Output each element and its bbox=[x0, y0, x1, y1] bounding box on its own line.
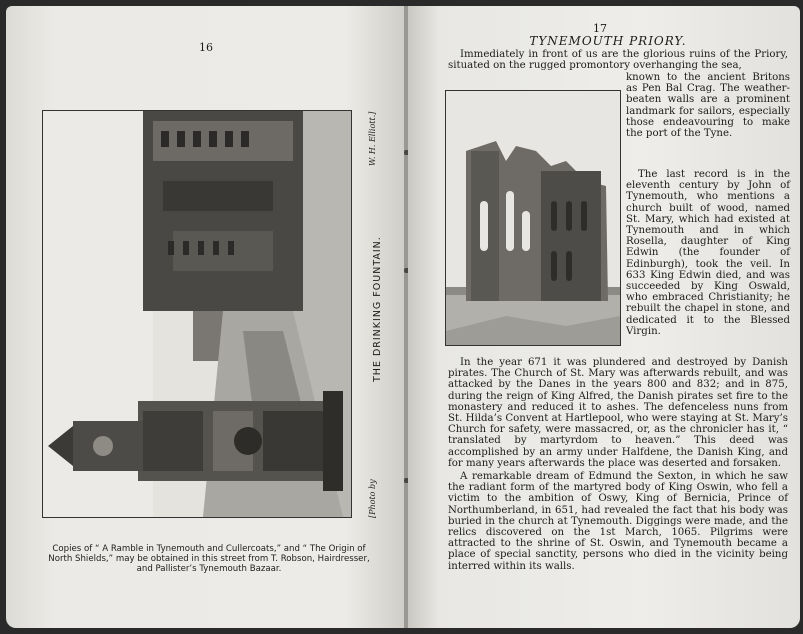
photo-title: THE DRINKING FOUNTAIN. bbox=[372, 236, 383, 382]
lead-paragraph: Immediately in front of us are the glorious ruins of the Priory, situated on the rugged promontory overhanging the sea, bbox=[448, 49, 788, 72]
photo-credit-name: W. H. Elliott.] bbox=[368, 111, 377, 166]
right-page bbox=[408, 6, 800, 628]
left-page bbox=[6, 6, 406, 628]
left-page-number: 16 bbox=[199, 41, 213, 54]
right-page-number: 17 bbox=[593, 22, 607, 35]
side-paragraph-1: known to the ancient Britons as Pen Bal Crag. The weather-beaten walls are a prominent landmark for sailors, especially those endeavouring to make the port of the Tyne. bbox=[626, 72, 790, 140]
priory-photo bbox=[445, 90, 621, 346]
photo-credit-prefix: [Photo by bbox=[368, 479, 377, 518]
body-paragraph-1: In the year 671 it was plundered and destroyed by Danish pirates. The Church of St. Mary was afterwards rebuilt, and was attacked by the Danes in the years 800 and 832; and in 875, during the reign of King Alfred, the Danish pirates set fire to the monastery and reduced it to ashes. The defenceless nuns from St. Hilda’s Convent at Hartlepool, who were staying at St. Mary’s Church for safety, were massacred, or, as the chronicler has it, “ translated by martyrdom to heaven.” This deed was accomplished by an army under Halfdene, the Danish King, and for many years afterwards the place was deserted and forsaken. bbox=[448, 357, 788, 469]
side-paragraph-2: The last record is in the eleventh century by John of Tynemouth, who mentions a church built of wood, named St. Mary, which had existed at Tynemouth and in which Rosella, daughter of King Edwin (the founder of Edinburgh), took the veil. In 633 King Edwin died, and was succeeded by King Oswald, who embraced Christianity; he rebuilt the chapel in stone, and dedicated it to the Blessed Virgin. bbox=[626, 169, 790, 337]
chapter-heading: TYNEMOUTH PRIORY. bbox=[529, 34, 687, 48]
footnote: Copies of “ A Ramble in Tynemouth and Cullercoats,” and “ The Origin of North Shields,” may be obtained in this street from T. Robson, Hairdresser, and Pallister’s Tynemouth Bazaar. bbox=[48, 544, 370, 574]
drinking-fountain-photo bbox=[42, 110, 352, 518]
body-paragraph-2: A remarkable dream of Edmund the Sexton, in which he saw the radiant form of the martyred body of King Oswin, who fell a victim to the ambition of Oswy, King of Bernicia, Prince of Northumberland, in 651, had revealed the fact that his body was buried in the church at Tynemouth. Diggings were made, and the relics discovered on the 1st March, 1065. Pilgrims were attracted to the shrine of St. Oswin, and Tynemouth became a place of special sanctity, persons who died in the vicinity being interred within its walls. bbox=[448, 471, 788, 572]
